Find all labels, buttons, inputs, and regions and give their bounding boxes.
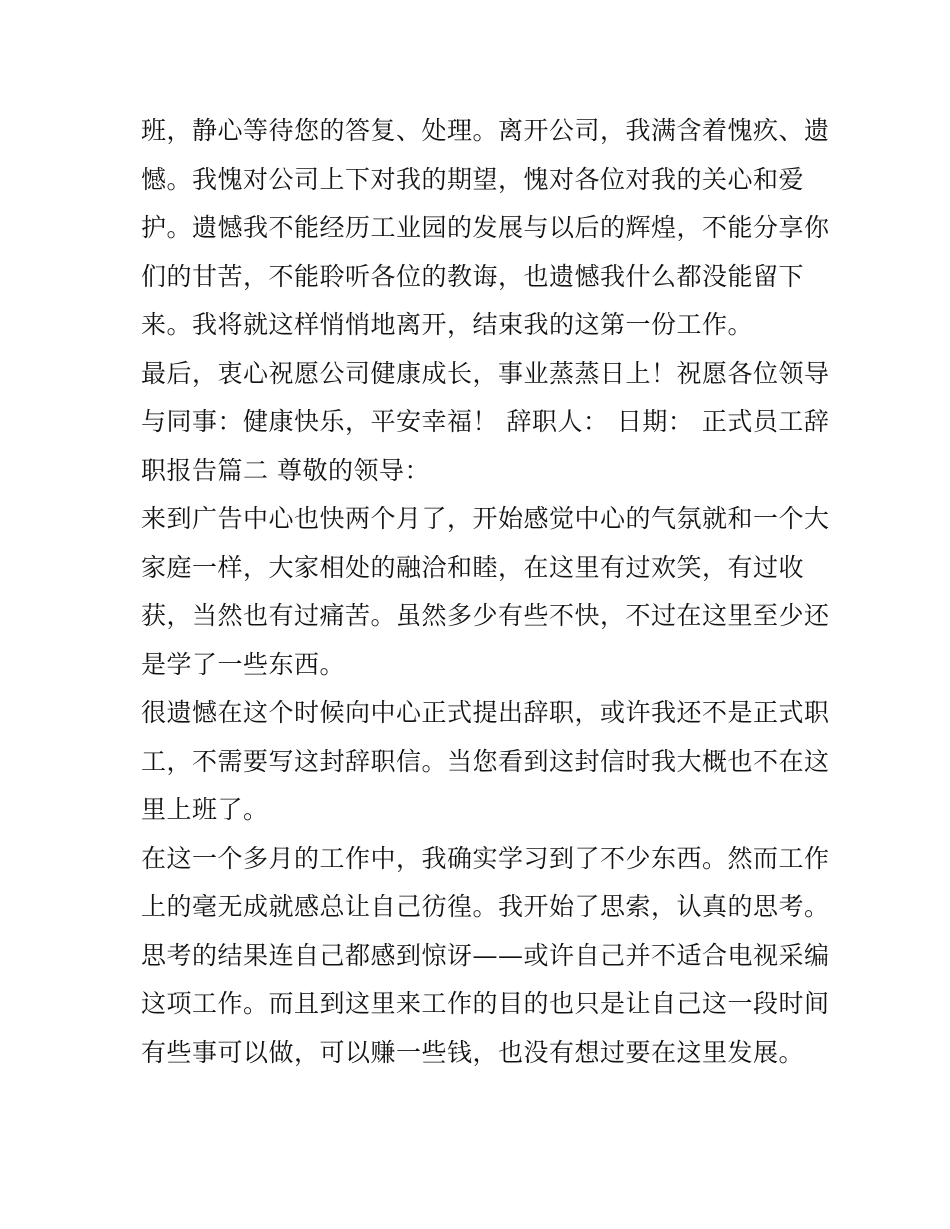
text-line: 里上班了。 (141, 795, 269, 824)
text-line: 工，不需要写这封辞职信。当您看到这封信时我大概也不在这 (141, 746, 830, 776)
text-line: 思考的结果连自己都感到惊讶——或许自己并不适合电视采编 (141, 940, 830, 970)
text-line: 来到广告中心也快两个月了，开始感觉中心的气氛就和一个大 (141, 504, 830, 533)
text-line: 是学了一些东西。 (141, 649, 346, 679)
text-line: 班，静心等待您的答复、处理。离开公司，我满含着愧疚、遗 (141, 116, 830, 145)
text-line: 来。我将就这样悄悄地离开，结束我的这第一份工作。 (141, 310, 754, 339)
text-line: 上的毫无成就感总让自己彷徨。我开始了思索，认真的思考。 (141, 892, 830, 921)
text-line: 们的甘苦，不能聆听各位的教诲，也遗憾我什么都没能留下 (141, 261, 805, 291)
text-line: 与同事：健康快乐，平安幸福！ 辞职人： 日期： 正式员工辞 (141, 407, 830, 436)
text-line: 获，当然也有过痛苦。虽然多少有些不快，不过在这里至少还 (141, 601, 830, 630)
text-line: 这项工作。而且到这里来工作的目的也只是让自己这一段时间 (141, 989, 830, 1018)
text-line: 憾。我愧对公司上下对我的期望，愧对各位对我的关心和爱 (141, 164, 805, 194)
text-line: 护。遗憾我不能经历工业园的发展与以后的辉煌，不能分享你 (141, 213, 830, 242)
text-line: 在这一个多月的工作中，我确实学习到了不少东西。然而工作 (141, 843, 830, 873)
body-text (141, 107, 830, 1077)
text-line: 家庭一样，大家相处的融洽和睦，在这里有过欢笑，有过收 (141, 552, 805, 582)
text-line: 有些事可以做，可以赚一些钱，也没有想过要在这里发展。 (141, 1037, 805, 1067)
text-line: 职报告篇二 尊敬的领导： (141, 455, 430, 485)
text-line: 最后，衷心祝愿公司健康成长，事业蒸蒸日上！祝愿各位领导 (141, 358, 830, 388)
text-line: 很遗憾在这个时候向中心正式提出辞职，或许我还不是正式职 (141, 698, 830, 727)
